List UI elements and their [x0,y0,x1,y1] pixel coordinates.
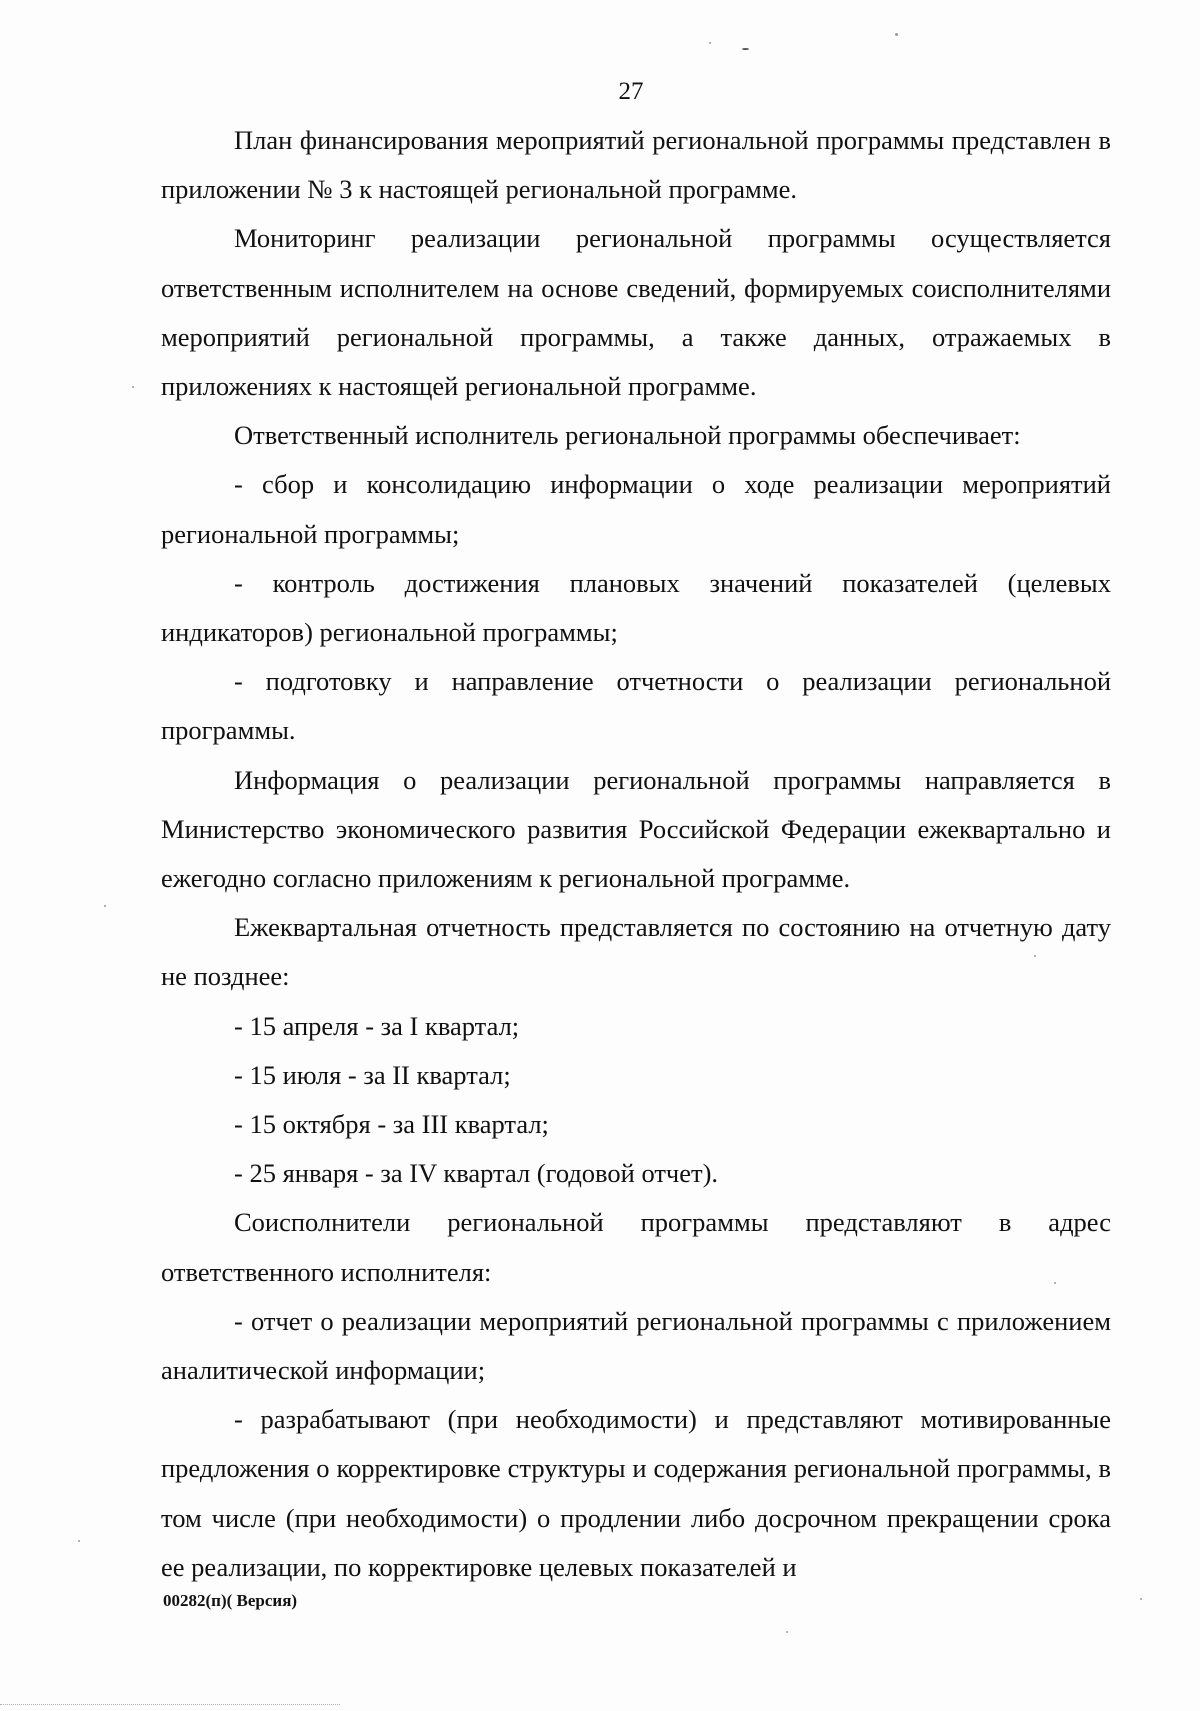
paragraph-information-ministry: Информация о реализации региональной программы направляется в Министерство экономического развития Российской Федерации ежеквартально и ежегодно согласно приложениям к региональной программе. [161,764,1111,894]
paragraph-co-executors: Соисполнители региональной программы представляют в адрес ответственного исполнителя: [161,1207,1111,1287]
scan-speck [786,1631,788,1633]
list-item-q3: - 15 октября - за III квартал; [234,1109,549,1140]
scan-speck [709,42,711,44]
list-item-q2: - 15 июля - за II квартал; [234,1059,511,1090]
scan-speck [1034,955,1036,957]
scan-speck [1140,1598,1142,1600]
list-item-proposals: - разрабатывают (при необходимости) и представляют мотивированные предложения о корректировке структуры и содержания региональной программы, в том числе (при необходимости) о продлении либо досрочном прекращении срока ее реализации, по корректировке целевых показателей и [161,1404,1111,1582]
scan-speck [895,33,898,36]
list-item-report: - отчет о реализации мероприятий региональной программы с приложением аналитической информации; [161,1305,1111,1386]
list-item-reporting: - подготовку и направление отчетности о реализации региональной программы. [161,666,1111,746]
scan-speck [742,48,749,50]
paragraph-financing-plan: План финансирования мероприятий региональной программы представлен в приложении № 3 к настоящей региональной программе. [161,125,1111,205]
scan-speck [104,905,106,907]
scan-speck [78,1540,80,1542]
paragraph-monitoring: Мониторинг реализации региональной программы осуществляется ответственным исполнителем на основе сведений, формируемых соисполнителями мероприятий региональной программы, а также данных, отражаемых в приложениях к настоящей региональной программе. [161,223,1111,402]
document-version-code: 00282(п)( Версия) [163,1591,298,1610]
scan-speck [1054,1282,1056,1284]
scan-edge [0,1704,340,1706]
paragraph-responsible-executor: Ответственный исполнитель региональной программы обеспечивает: [234,420,1021,451]
page-number: 27 [618,78,644,105]
document-body [161,116,1111,1592]
list-item-q1: - 15 апреля - за I квартал; [234,1010,520,1041]
list-item-control: - контроль достижения плановых значений показателей (целевых индикаторов) региональной программы; [161,567,1111,648]
list-item-collection: - сбор и консолидацию информации о ходе реализации мероприятий региональной программы; [161,469,1111,549]
scan-speck [132,386,134,388]
list-item-q4: - 25 января - за IV квартал (годовой отчет). [234,1158,719,1189]
paragraph-quarterly-reporting: Ежеквартальная отчетность представляется по состоянию на отчетную дату не позднее: [161,912,1111,992]
